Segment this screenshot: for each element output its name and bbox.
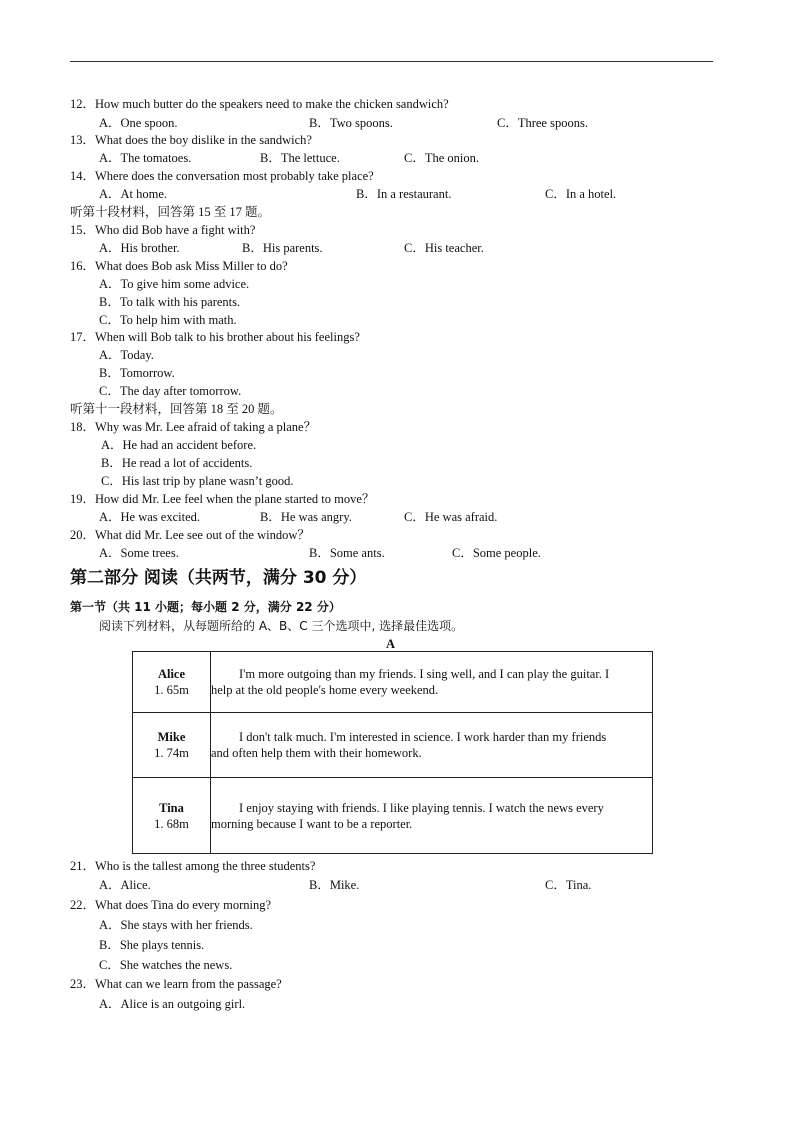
q18-option-a: A．He had an accident before. bbox=[101, 438, 257, 452]
question-19: 19．How did Mr. Lee feel when the plane started to move？ bbox=[70, 492, 375, 506]
q12-option-c: C．Three spoons. bbox=[497, 116, 588, 130]
q12-option-a: A．One spoon. bbox=[99, 116, 178, 130]
q15-option-c: C．His teacher. bbox=[404, 241, 484, 255]
profile-text-line2: and often help them with their homework. bbox=[211, 746, 422, 760]
q21-option-a: A．Alice. bbox=[99, 878, 151, 892]
profile-name-cell bbox=[133, 778, 211, 854]
q17-option-b: B．Tomorrow. bbox=[99, 366, 175, 380]
question-21: 21．Who is the tallest among the three students? bbox=[70, 859, 316, 873]
q16-option-c: C．To help him with math. bbox=[99, 313, 237, 327]
profile-text-line2: help at the old people's home every weekend. bbox=[211, 683, 439, 697]
question-13: 13．What does the boy dislike in the sandwich? bbox=[70, 133, 312, 147]
q15-option-b: B．His parents. bbox=[242, 241, 323, 255]
q16-option-a: A．To give him some advice. bbox=[99, 277, 250, 291]
q20-option-b: B．Some ants. bbox=[309, 546, 385, 560]
q23-option-a: A．Alice is an outgoing girl. bbox=[99, 997, 246, 1011]
profile-name: Mike bbox=[157, 730, 186, 744]
q18-option-c: C．His last trip by plane wasn’t good. bbox=[101, 474, 294, 488]
profile-height: 1. 74m bbox=[154, 746, 189, 760]
profiles-table bbox=[132, 651, 653, 854]
q14-option-a: A．At home. bbox=[99, 187, 168, 201]
q15-option-a: A．His brother. bbox=[99, 241, 180, 255]
q22-option-a: A．She stays with her friends. bbox=[99, 918, 253, 932]
profile-text-line1: I enjoy staying with friends. I like playing tennis. I watch the news every bbox=[239, 800, 604, 815]
question-12: 12．How much butter do the speakers need to make the chicken sandwich? bbox=[70, 97, 449, 111]
question-17: 17．When will Bob talk to his brother about his feelings? bbox=[70, 330, 360, 344]
profile-text-line1: I'm more outgoing than my friends. I sing well, and I can play the guitar. I bbox=[239, 667, 610, 681]
listening-instruction-11: 听第十一段材料，回答第 18 至 20 题。 bbox=[70, 402, 283, 416]
profile-text-cell bbox=[211, 713, 653, 778]
q20-option-c: C．Some people. bbox=[452, 546, 541, 560]
profile-text-line1: I don't talk much. I'm interested in science. I work harder than my friends bbox=[239, 730, 607, 744]
q13-option-c: C．The onion. bbox=[404, 151, 479, 165]
profile-text-line2: morning because I want to be a reporter. bbox=[211, 816, 413, 831]
section1-heading: 第一节（共 11 小题；每小题 2 分，满分 22 分） bbox=[70, 600, 341, 614]
q21-option-b: B．Mike. bbox=[309, 878, 360, 892]
profile-height: 1. 65m bbox=[154, 683, 189, 697]
reading-instruction: 阅读下列材料，从每题所给的 A、B、C 三个选项中, 选择最佳选项。 bbox=[99, 619, 464, 633]
profile-row-tina bbox=[133, 778, 653, 854]
question-20: 20．What did Mr. Lee see out of the window？ bbox=[70, 528, 310, 542]
profile-name: Tina bbox=[159, 800, 184, 815]
header-rule bbox=[70, 61, 713, 62]
question-16: 16．What does Bob ask Miss Miller to do? bbox=[70, 259, 288, 273]
profile-row-alice bbox=[133, 652, 653, 713]
profile-text-cell bbox=[211, 652, 653, 713]
question-23: 23．What can we learn from the passage? bbox=[70, 977, 282, 991]
q14-option-c: C．In a hotel. bbox=[545, 187, 617, 201]
profile-height: 1. 68m bbox=[154, 816, 189, 831]
q19-option-a: A．He was excited. bbox=[99, 510, 201, 524]
q20-option-a: A．Some trees. bbox=[99, 546, 179, 560]
profile-name-cell bbox=[133, 713, 211, 778]
profile-name-cell bbox=[133, 652, 211, 713]
q17-option-c: C．The day after tomorrow. bbox=[99, 384, 242, 398]
q13-option-a: A．The tomatoes. bbox=[99, 151, 192, 165]
q17-option-a: A．Today. bbox=[99, 348, 154, 362]
q21-option-c: C．Tina. bbox=[545, 878, 592, 892]
q22-option-b: B．She plays tennis. bbox=[99, 938, 205, 952]
question-22: 22．What does Tina do every morning? bbox=[70, 898, 272, 912]
q22-option-c: C．She watches the news. bbox=[99, 958, 233, 972]
listening-instruction-10: 听第十段材料，回答第 15 至 17 题。 bbox=[70, 205, 271, 219]
question-15: 15．Who did Bob have a fight with? bbox=[70, 223, 256, 237]
profile-row-mike bbox=[133, 713, 653, 778]
profile-name: Alice bbox=[157, 667, 186, 681]
q13-option-b: B．The lettuce. bbox=[260, 151, 340, 165]
profile-text-cell bbox=[211, 778, 653, 854]
question-18: 18．Why was Mr. Lee afraid of taking a plane？ bbox=[70, 420, 317, 434]
q16-option-b: B．To talk with his parents. bbox=[99, 295, 241, 309]
question-14: 14．Where does the conversation most probably take place? bbox=[70, 169, 374, 183]
part2-title: 第二部分 阅读（共两节，满分 30 分） bbox=[70, 568, 367, 588]
passage-label: A bbox=[386, 637, 396, 651]
q14-option-b: B．In a restaurant. bbox=[356, 187, 452, 201]
q18-option-b: B．He read a lot of accidents. bbox=[101, 456, 253, 470]
q19-option-c: C．He was afraid. bbox=[404, 510, 498, 524]
q12-option-b: B．Two spoons. bbox=[309, 116, 393, 130]
q19-option-b: B．He was angry. bbox=[260, 510, 352, 524]
